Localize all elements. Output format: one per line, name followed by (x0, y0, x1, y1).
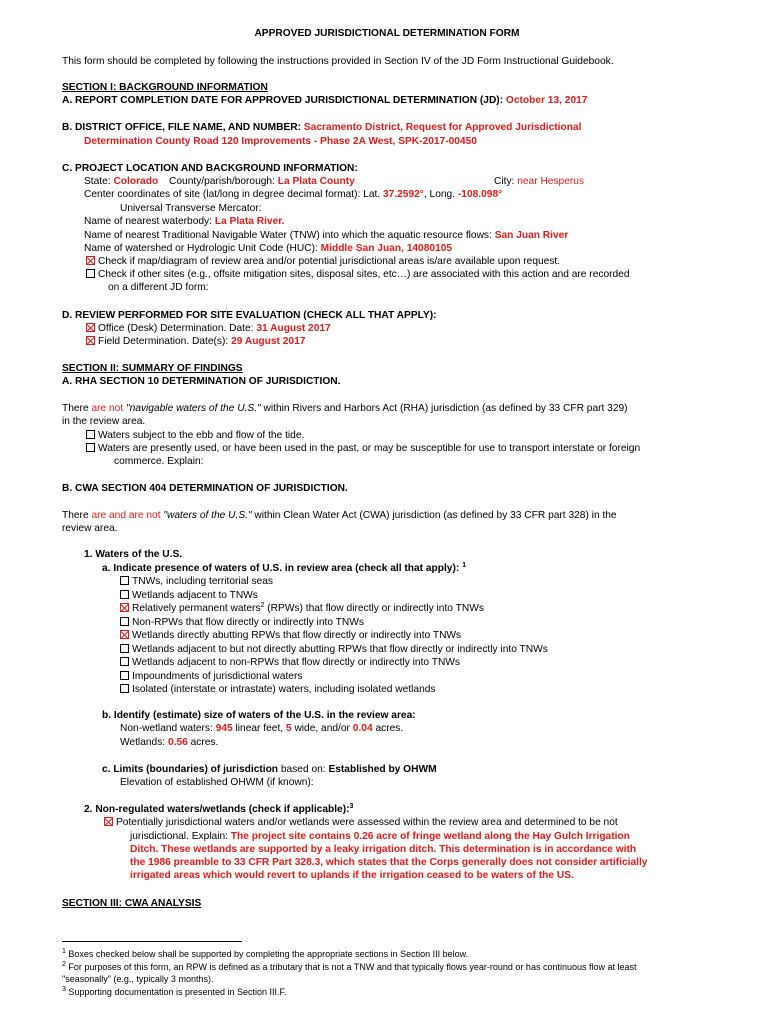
state-county-line: State: Colorado County/parish/borough: La Plata County (84, 176, 355, 187)
check-map-row[interactable]: Check if map/diagram of review area and/or potential jurisdictional areas is/are available upon request. (86, 256, 560, 268)
utm-line: Universal Transverse Mercator: (120, 203, 262, 214)
checkbox[interactable] (120, 671, 129, 680)
water-type-row[interactable] (120, 657, 460, 669)
wetlands-line: Wetlands: 0.56 acres. (120, 737, 219, 748)
checkbox-map-checked[interactable] (86, 256, 95, 265)
checkbox-commerce[interactable] (86, 443, 95, 452)
waters-1b: b. Identify (estimate) size of waters of the U.S. in the review area: (102, 710, 416, 721)
section-3-heading: SECTION III: CWA ANALYSIS (62, 898, 202, 909)
explain-line-4: irrigated areas which would revert to uplands if the irrigation ceased to be waters of the US. (130, 870, 574, 881)
water-type-label: TNWs, including territorial seas (132, 576, 273, 587)
water-type-row[interactable] (120, 576, 273, 588)
checkbox-checked[interactable] (120, 630, 129, 639)
item-b-value-cont: Determination County Road 120 Improvements - Phase 2A West, SPK-2017-00450 (84, 136, 477, 147)
water-type-row[interactable] (120, 630, 461, 642)
city-line: City: near Hesperus (494, 176, 585, 187)
checkbox[interactable] (120, 617, 129, 626)
explain-line-1: jurisdictional. Explain: The project site contains 0.26 acre of fringe wetland along the Hay Gulch Irrigation (130, 831, 630, 842)
ebb-row[interactable]: Waters subject to the ebb and flow of the tide. (86, 430, 304, 442)
checkbox[interactable] (120, 576, 129, 585)
water-type-row[interactable] (120, 617, 364, 629)
footnote: "seasonally" (e.g., typically 3 months). (62, 974, 214, 984)
checkbox[interactable] (120, 657, 129, 666)
check-other-cont: on a different JD form: (108, 282, 209, 293)
office-determination-row[interactable]: Office (Desk) Determination. Date: 31 August 2017 (86, 323, 331, 335)
checkbox-field-checked[interactable] (86, 336, 95, 345)
used-row[interactable]: Waters are presently used, or have been used in the past, or may be susceptible for use to transport interstate or foreign (86, 443, 640, 455)
rha-text-cont: in the review area. (62, 416, 146, 427)
water-type-label: Relatively permanent waters (132, 603, 261, 614)
tnw-line: Name of nearest Traditional Navigable Water (TNW) into which the aquatic resource flows: San Juan River (84, 230, 569, 241)
water-type-label: Impoundments of jurisdictional waters (132, 670, 303, 682)
footnote: $^3$ Supporting documentation is presented in Section III.F. (62, 986, 287, 997)
explain-line-3: the 1986 preamble to 33 CFR Part 328.3, which states that the Corps generally does not consider artificially (130, 857, 648, 868)
checkbox[interactable] (120, 644, 129, 653)
field-determination-row[interactable]: Field Determination. Date(s): 29 August 2017 (86, 336, 305, 348)
form-title: APPROVED JURISDICTIONAL DETERMINATION FORM (254, 28, 520, 39)
footnote-rule (62, 941, 242, 942)
water-type-row[interactable] (120, 684, 436, 696)
water-type-label: Wetlands directly abutting RPWs that flow directly or indirectly into TNWs (132, 630, 462, 641)
non-regulated-heading: 2. Non-regulated waters/wetlands (check if applicable):$^3$ (84, 803, 354, 815)
non-regulated-row[interactable]: Potentially jurisdictional waters and/or wetlands were assessed within the review area and determined to be not (104, 817, 618, 829)
huc-line: Name of watershed or Hydrologic Unit Code (HUC): Middle San Juan, 14080105 (84, 243, 453, 254)
waters-1a: a. Indicate presence of waters of U.S. in review area (check all that apply): $^1$ (102, 562, 466, 574)
checkbox-other-sites[interactable] (86, 269, 95, 278)
waters-1c: c. Limits (boundaries) of jurisdiction based on: Established by OHWM (102, 764, 437, 775)
section-2-heading: SECTION II: SUMMARY OF FINDINGS (62, 363, 243, 374)
nonwetland-line: Non-wetland waters: 945 linear feet, 5 wide, and/or 0.04 acres. (120, 723, 404, 734)
cwa-text: There are and are not "waters of the U.S." within Clean Water Act (CWA) jurisdiction (as defined by 33 CFR part 328) in the (62, 510, 617, 521)
checkbox-non-regulated-checked[interactable] (104, 817, 113, 826)
water-type-row[interactable] (120, 671, 302, 683)
rha-text: There are not "navigable waters of the U.S." within Rivers and Harbors Act (RHA) jurisdiction (as defined by 33 CFR part 329) (62, 403, 628, 414)
checkbox-checked[interactable] (120, 603, 129, 612)
water-type-label: Wetlands adjacent to non-RPWs that flow directly or indirectly into TNWs (132, 657, 461, 668)
check-other-row[interactable]: Check if other sites (e.g., offsite mitigation sites, disposal sites, etc…) are associated with this action and are recorded (86, 269, 630, 281)
footnote: $^2$ For purposes of this form, an RPW is defined as a tributary that is not a TNW and that typically flows year-round or has continuous flow at least (62, 961, 637, 972)
checkbox[interactable] (120, 684, 129, 693)
water-type-row[interactable]: Relatively permanent waters$^2$ (RPWs) that flow directly or indirectly into TNWs (120, 603, 484, 615)
waterbody-line: Name of nearest waterbody: La Plata River. (84, 216, 285, 227)
footnote: $^1$ Boxes checked below shall be supported by completing the appropriate sections in Section III below. (62, 948, 469, 959)
explain-line-2: Ditch. These wetlands are supported by a leaky irrigation ditch. This determination is in accordance with (130, 844, 637, 855)
water-type-label: Non-RPWs that flow directly or indirectly into TNWs (132, 616, 364, 628)
water-type-row[interactable] (120, 644, 548, 656)
checkbox-office-checked[interactable] (86, 323, 95, 332)
water-type-row[interactable] (120, 590, 258, 602)
item-2b: B. CWA SECTION 404 DETERMINATION OF JURISDICTION. (62, 483, 348, 494)
water-type-label: Isolated (interstate or intrastate) waters, including isolated wetlands (132, 684, 436, 695)
coordinates-line: Center coordinates of site (lat/long in degree decimal format): Lat. 37.2592°, Long. -108.098° (84, 189, 503, 200)
checkbox-ebb-flow[interactable] (86, 430, 95, 439)
water-type-label: Wetlands adjacent to TNWs (132, 589, 258, 601)
item-a: A. REPORT COMPLETION DATE FOR APPROVED JURISDICTIONAL DETERMINATION (JD): October 13, 2017 (62, 95, 588, 106)
water-type-label: Wetlands adjacent to but not directly abutting RPWs that flow directly or indirectly into TNWs (132, 643, 548, 655)
checkbox[interactable] (120, 590, 129, 599)
intro-text: This form should be completed by following the instructions provided in Section IV of the JD Form Instructional Guidebook. (62, 56, 614, 67)
ohwm-line: Elevation of established OHWM (if known): (120, 777, 314, 788)
waters-heading: 1. Waters of the U.S. (84, 549, 183, 560)
item-2a: A. RHA SECTION 10 DETERMINATION OF JURISDICTION. (62, 376, 341, 387)
used-row-cont: commerce. Explain: (114, 456, 204, 467)
section-1-heading: SECTION I: BACKGROUND INFORMATION (62, 82, 268, 93)
item-c: C. PROJECT LOCATION AND BACKGROUND INFORMATION: (62, 163, 358, 174)
item-d: D. REVIEW PERFORMED FOR SITE EVALUATION (CHECK ALL THAT APPLY): (62, 310, 437, 321)
item-b: B. DISTRICT OFFICE, FILE NAME, AND NUMBER: Sacramento District, Request for Approved Jurisdictional (62, 122, 582, 133)
cwa-text-cont: review area. (62, 523, 118, 534)
